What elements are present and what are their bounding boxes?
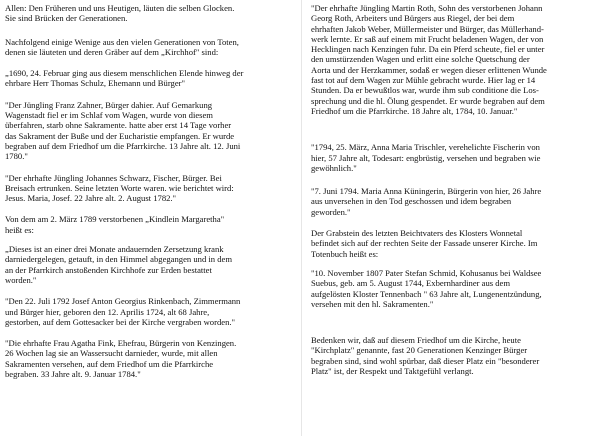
right-column	[311, 3, 597, 376]
kindlein-margaretha-intro: Von dem am 2. März 1789 verstorbenen „Kindlein Margaretha" heißt es:	[5, 214, 225, 235]
left-column	[5, 3, 292, 379]
entry-anna-maria-trischler: "1794, 25. März, Anna Maria Trischler, verehelichte Fischerin von hier, 57 Jahre alt, Todesart: engbrüstig, versehen und begraben wie gewöhnlich."	[311, 142, 541, 173]
entry-franz-zahner: "Der Jüngling Franz Zahner, Bürger dahier. Auf Gemarkung Wagenstadt fiel er im Schlaf vom Wagen, wurde von diesem überfahren, starb ohne Sakramente. hatte aber erst 14 Tage vorher das Sakrament der Buße und der Eucharistie empfangen. Er wurde begraben auf dem Friedhof um die Pfarrkirche. 13 Jahre alt. 12. Juni 1780."	[5, 99, 241, 162]
entry-maria-anna-kueningerin: "7. Juni 1794. Maria Anna Küningerin, Bürgerin von hier, 26 Jahre aus unversehen in den Tod geschossen und idem begraben geworden."	[311, 186, 542, 217]
intro-bells-paragraph: Allen: Den Früheren und uns Heutigen, läuten die selben Glocken. Sie sind Brücken der Generationen.	[5, 3, 235, 24]
entry-agatha-fink: "Die ehrhafte Frau Agatha Fink, Ehefrau, Bürgerin von Kenzingen. 26 Wochen lag sie an Wassersucht darnieder, wurde, mit allen Sakramenten versehen, auf dem Friedhof um die Pfarrkirche begraben. 33 Jahre alt. 9. Januar 1784."	[5, 338, 237, 380]
entry-martin-roth: "Der ehrhafte Jüngling Martin Roth, Sohn des verstorbenen Johann Georg Roth, Arbeiters und Bürgers aus Riegel, der bei dem ehrhaften Jakob Weber, Müllermeister und Bürger, das Müllerhand- werk lernte. Er saß auf einem mit Frucht beladenen Wagen, der von Hecklingen nach Kenzingen fuhr. Da ein Pferd scheute, fiel er unter den umstürzenden Wagen und erlitt eine solche Quetschung der Aorta und der Herzkammer, sodaß er wegen dieser erlittenen Wunde fast tot auf dem Wagen zur Mühle gebracht wurde. Hier lag er 14 Stunden. Da er bewußtlos war, wurde ihm sub conditione die Los- sprechung und die hl. Ölung gespendet. Er wurde begraben auf dem Friedhof um die Pfarrkirche. 18 Jahre alt, 1784, 10. Januar."	[311, 3, 547, 116]
column-divider	[301, 0, 302, 436]
entry-josef-rinkenbach: "Den 22. Juli 1792 Josef Anton Georgius Rinkenbach, Zimmermann und Bürger hier, geboren den 12. Aprilis 1724, alt 68 Jahre, gestorben, auf dem Gottesacker bei der Kirche vergraben worden."	[5, 296, 241, 327]
grabstein-beichtvater-paragraph: Der Grabstein des letzten Beichtvaters des Klosters Wonnetal befindet sich auf der rechten Seite der Fassade unserer Kirche. Im Totenbuch heißt es:	[311, 228, 538, 259]
entry-johannes-schwarz: "Der ehrhafte Jüngling Johannes Schwarz, Fischer, Bürger. Bei Breisach ertrunken. Seine letzten Worte waren. wie berichtet wird: Jesus. Maria, Josef. 22 Jahre alt. 2. August 1782."	[5, 172, 234, 204]
intro-graves-paragraph: Nachfolgend einige Wenige aus den vielen Generationen von Toten, denen sie läuteten und deren Gräber auf dem „Kirchhof" sind:	[5, 36, 239, 57]
entry-stefan-schmid: "10. November 1807 Pater Stefan Schmid, Kohusanus bei Waldsee Suebus, geb. am 5. August 1744, Exbernhardiner aus dem aufgelösten Kloster Tennenbach " 63 Jahre alt, Lungenentzündung, versehen mit den hl. Sakramenten."	[311, 267, 542, 309]
entry-kindlein-margaretha: „Dieses ist an einer drei Monate andauernden Zersetzung krank darniedergelegen, getauft, in den Himmel abgegangen und in dem an der Pfarrkirch anstoßenden Kirchhofe zur Erden bestattet worden."	[5, 244, 233, 285]
closing-paragraph: Bedenken wir, daß auf diesem Friedhof um die Kirche, heute "Kirchplatz" genannte, fast 20 Generationen Kenzinger Bürger begraben sind, sind wohl spürbar, daß dieser Platz ein "besonderer Platz" ist, der Respekt und Taktgefühl verlangt.	[311, 335, 540, 377]
entry-thomas-schulz: „1690, 24. Februar ging aus diesem menschlichen Elende hinweg der ehrbare Herr Thomas Schulz, Ehemann und Bürger"	[5, 68, 244, 89]
